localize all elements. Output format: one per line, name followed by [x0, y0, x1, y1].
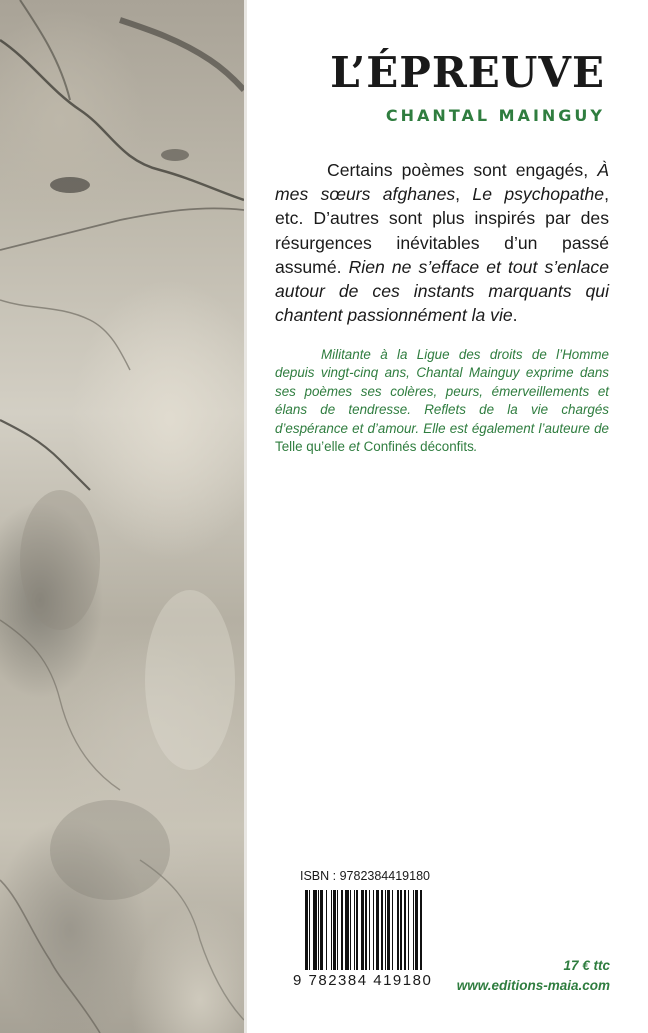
blurb-paragraph: [275, 158, 609, 327]
price-label: 17 € ttc: [563, 958, 610, 973]
blurb-text-2: ,: [455, 184, 473, 205]
isbn-label: ISBN : 9782384419180: [300, 869, 430, 883]
barcode-bar: [422, 890, 423, 970]
author-name: CHANTAL MAINGUY: [385, 106, 605, 125]
author-bio: [275, 346, 609, 456]
back-cover-content: [247, 0, 648, 1033]
bio-book-title-2: Confinés déconfits: [363, 439, 474, 455]
blurb-italic-quote: Rien ne s’efface et tout s’enlace autour de ces instants marquants qui chantent passionnément la vie: [275, 256, 609, 326]
blurb-poem-title-2: Le psychopathe: [472, 184, 605, 205]
stone-cracks: [0, 0, 244, 1033]
bio-text-1: Militante à la Ligue des droits de l’Homme depuis vingt-cinq ans, Chantal Mainguy exprime dans ses poèmes ses colères, peurs, émerveillements et élans de tendresse. Reflets de la vie chargés d’espérance et d’amour. Elle est également l’auteure de: [275, 347, 609, 436]
bio-text-2: et: [344, 439, 364, 455]
stone-texture-image: [0, 0, 244, 1033]
book-title: L’ÉPREUVE: [330, 48, 605, 97]
blurb-text-4: .: [512, 305, 518, 326]
blurb-text-3: , etc. D’autres sont plus inspirés par des résurgences inévitables d’un passé assumé.: [275, 184, 609, 277]
blurb-poem-title-1: À mes sœurs afghanes: [275, 160, 609, 205]
publisher-website: www.editions-maia.com: [456, 978, 610, 993]
barcode-bars: [305, 890, 423, 970]
bio-text-3: .: [473, 439, 478, 455]
blurb-text-1: Certains poèmes sont engagés,: [327, 160, 598, 180]
barcode-number: 9 782384 419180: [293, 972, 433, 989]
barcode: [293, 888, 433, 992]
bio-book-title-1: Telle qu’elle: [275, 439, 345, 455]
